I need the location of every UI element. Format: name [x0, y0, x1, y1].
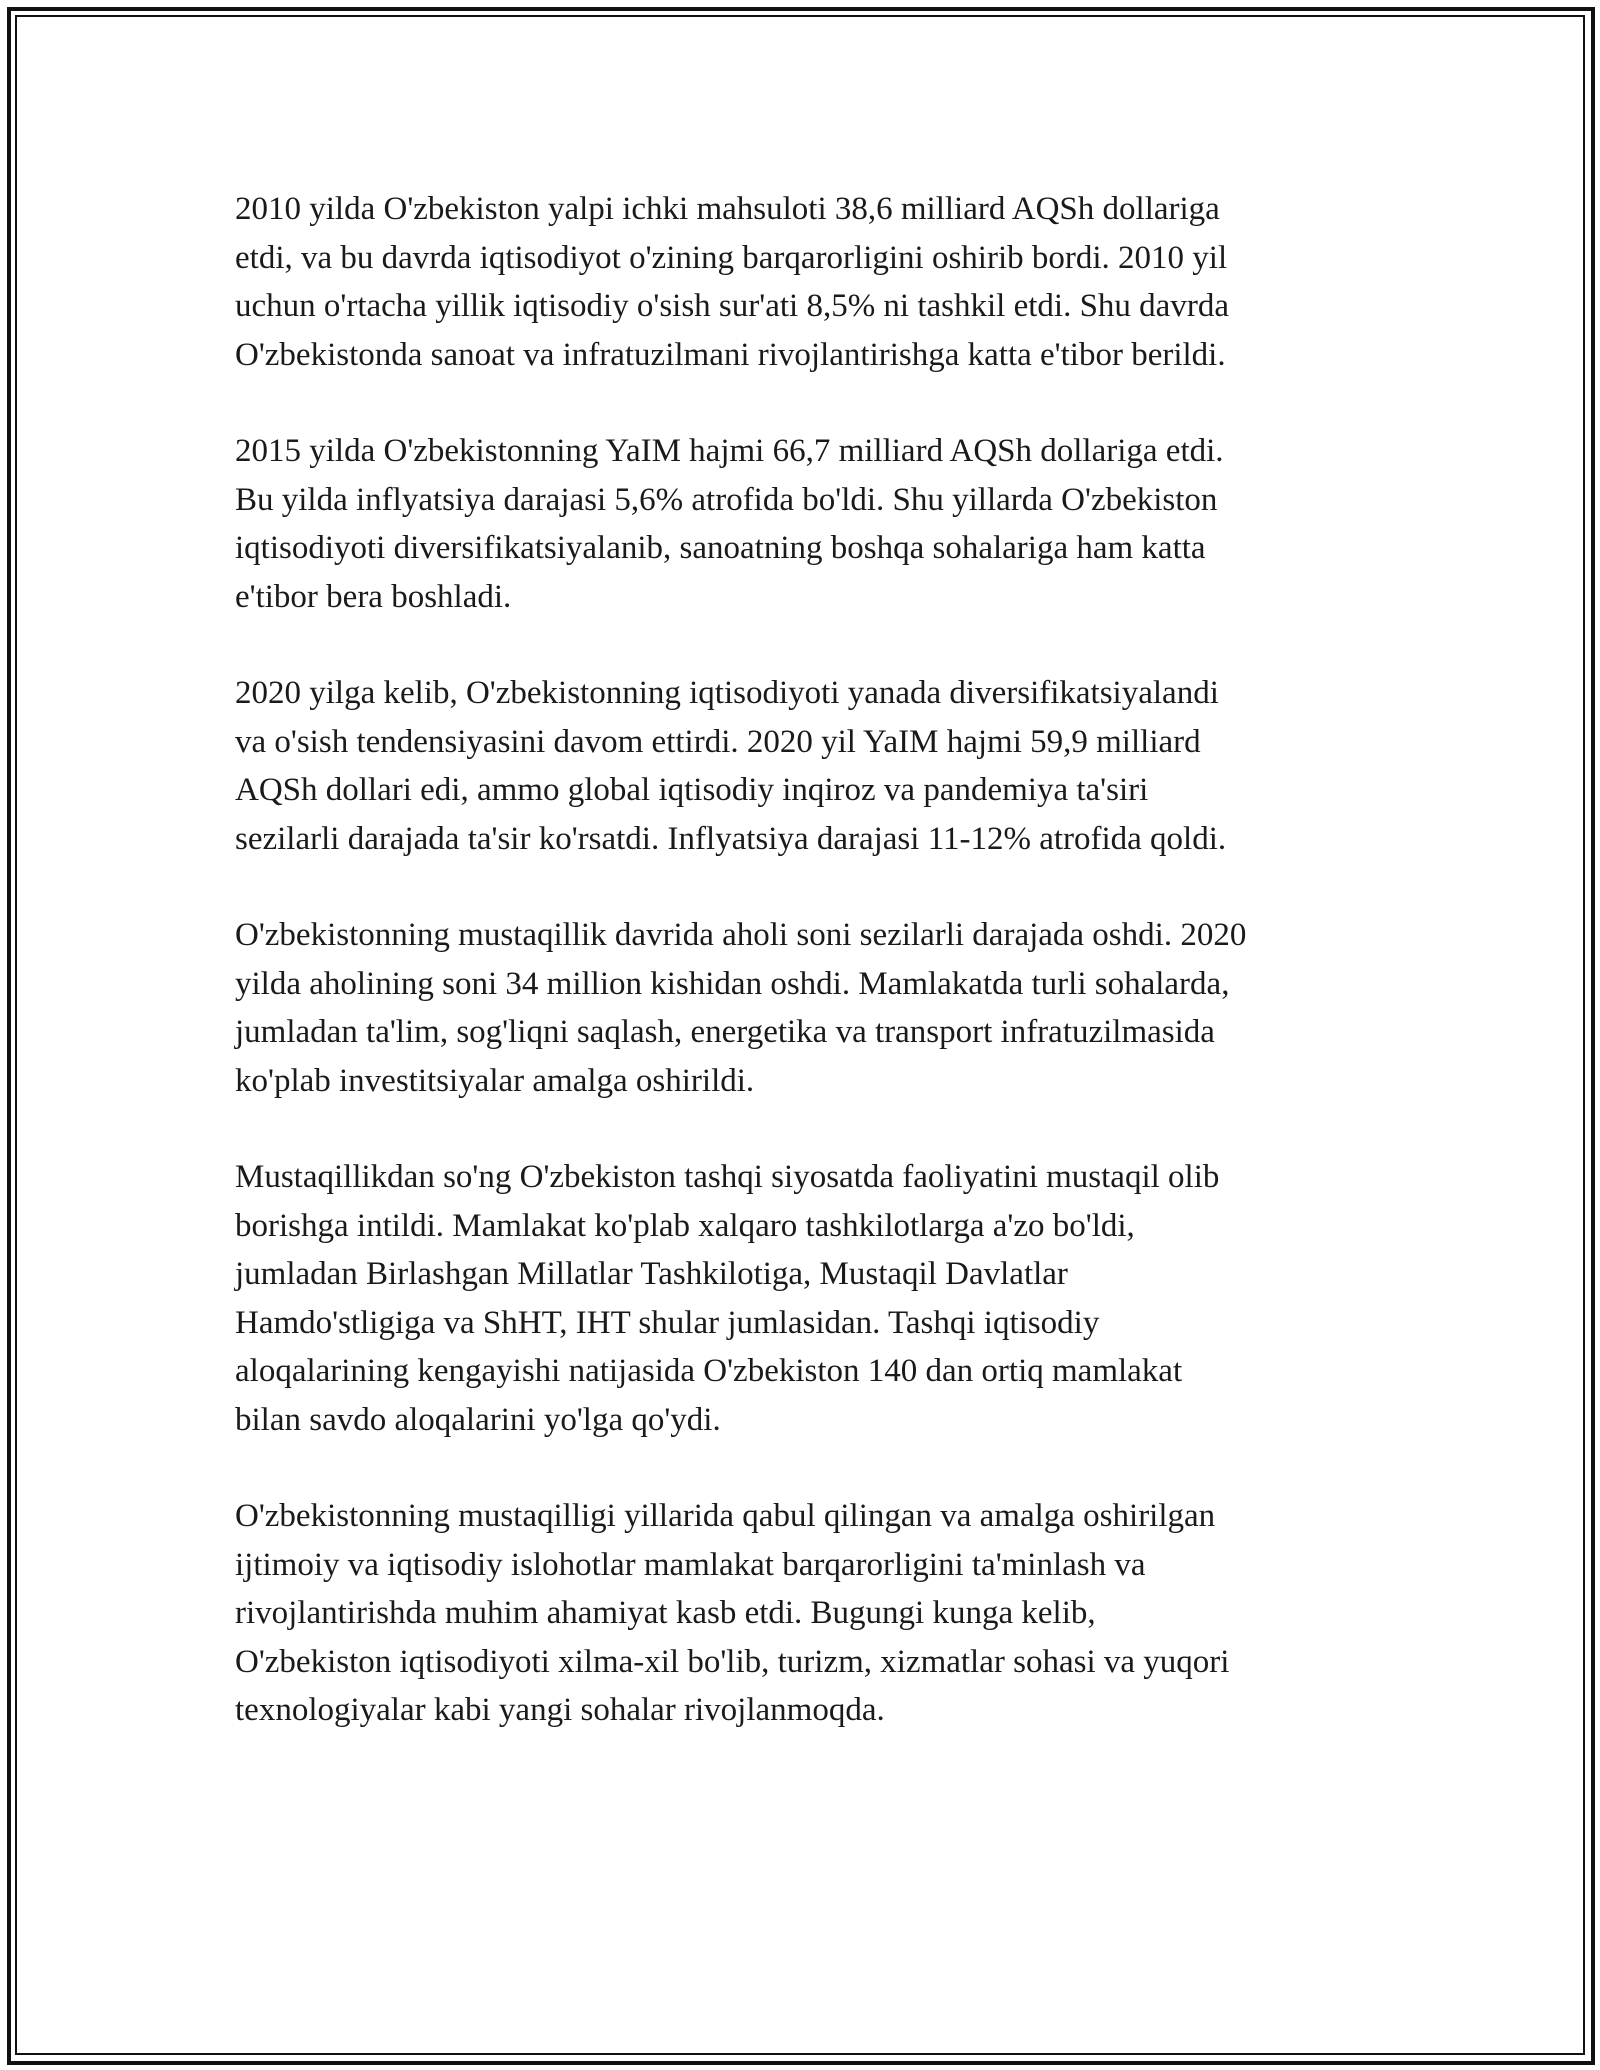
text-line: O'zbekiston iqtisodiyoti xilma-xil bo'lib, turizm, xizmatlar sohasi va yuqori [235, 1643, 1230, 1680]
text-line: O'zbekistonning mustaqilligi yillarida qabul qilingan va amalga oshirilgan [235, 1498, 1216, 1534]
paragraph [235, 669, 1375, 863]
text-line: rivojlantirishda muhim ahamiyat kasb etdi. Bugungi kunga kelib, [235, 1595, 1096, 1631]
text-line: jumladan Birlashgan Millatlar Tashkilotiga, Mustaqil Davlatlar [235, 1256, 1068, 1292]
text-line: va o'sish tendensiyasini davom ettirdi. 2020 yil YaIM hajmi 59,9 milliard [235, 723, 1201, 760]
text-line: 2015 yilda O'zbekistonning YaIM hajmi 66,7 milliard AQSh dollariga etdi. [235, 433, 1224, 469]
text-line: Hamdo'stligiga va ShHT, IHT shular jumlasidan. Tashqi iqtisodiy [235, 1304, 1100, 1341]
text-line: Bu yilda inflyatsiya darajasi 5,6% atrofida bo'ldi. Shu yillarda O'zbekiston [235, 481, 1218, 518]
text-line: aloqalarining kengayishi natijasida O'zbekiston 140 dan ortiq mamlakat [235, 1353, 1183, 1389]
text-line: 2020 yilga kelib, O'zbekistonning iqtisodiyoti yanada diversifikatsiyalandi [235, 675, 1219, 711]
text-line: bilan savdo aloqalarini yo'lga qo'ydi. [235, 1401, 721, 1438]
text-line: yilda aholining soni 34 million kishidan oshdi. Mamlakatda turli sohalarda, [235, 965, 1230, 1002]
text-line: O'zbekistonda sanoat va infratuzilmani rivojlantirishga katta e'tibor berildi. [235, 336, 1226, 373]
text-line: 2010 yilda O'zbekiston yalpi ichki mahsuloti 38,6 milliard AQSh dollariga [235, 191, 1220, 227]
text-line: borishga intildi. Mamlakat ko'plab xalqaro tashkilotlarga a'zo bo'ldi, [235, 1207, 1135, 1244]
text-line: O'zbekistonning mustaqillik davrida aholi soni sezilarli darajada oshdi. 2020 [235, 917, 1247, 953]
document-body [235, 185, 1375, 1783]
paragraph [235, 1153, 1375, 1444]
text-line: ko'plab investitsiyalar amalga oshirildi. [235, 1062, 755, 1099]
text-line: iqtisodiyoti diversifikatsiyalanib, sanoatning boshqa sohalariga ham katta [235, 530, 1206, 566]
paragraph [235, 185, 1375, 379]
text-line: ijtimoiy va iqtisodiy islohotlar mamlakat barqarorligini ta'minlash va [235, 1546, 1146, 1583]
text-line: uchun o'rtacha yillik iqtisodiy o'sish sur'ati 8,5% ni tashkil etdi. Shu davrda [235, 288, 1229, 324]
text-line: etdi, va bu davrda iqtisodiyot o'zining barqarorligini oshirib bordi. 2010 yil [235, 239, 1228, 276]
text-line: texnologiyalar kabi yangi sohalar rivojlanmoqda. [235, 1692, 885, 1728]
text-line: e'tibor bera boshladi. [235, 578, 512, 615]
text-line: jumladan ta'lim, sog'liqni saqlash, energetika va transport infratuzilmasida [235, 1014, 1215, 1050]
paragraph [235, 427, 1375, 621]
paragraph [235, 911, 1375, 1105]
text-line: AQSh dollari edi, ammo global iqtisodiy inqiroz va pandemiya ta'siri [235, 772, 1149, 808]
text-line: Mustaqillikdan so'ng O'zbekiston tashqi siyosatda faoliyatini mustaqil olib [235, 1159, 1220, 1195]
paragraph [235, 1492, 1375, 1735]
text-line: sezilarli darajada ta'sir ko'rsatdi. Inflyatsiya darajasi 11-12% atrofida qoldi. [235, 820, 1227, 857]
